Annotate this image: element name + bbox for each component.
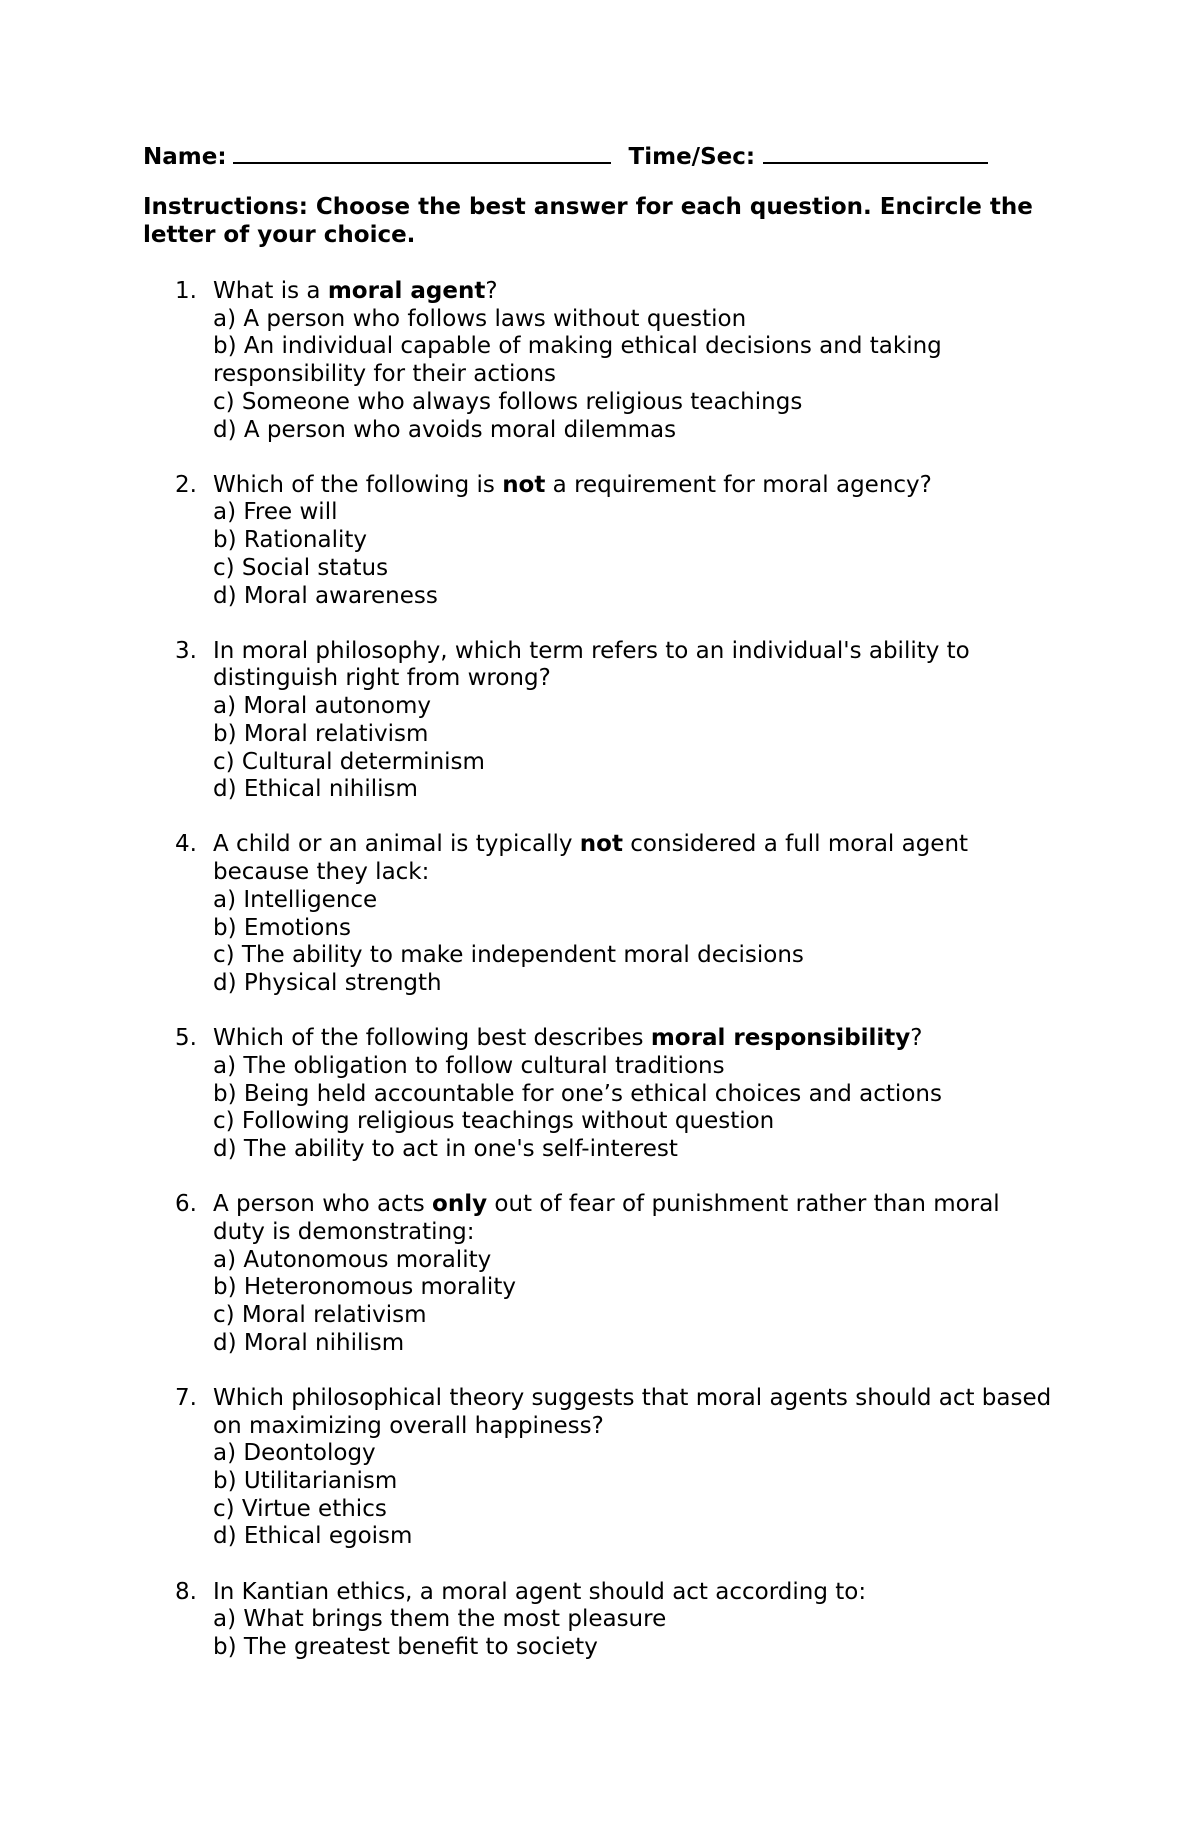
answer-option: a) A person who follows laws without question <box>213 305 747 332</box>
question-number: 3. <box>175 637 197 664</box>
question-emphasis: not <box>502 471 546 498</box>
answer-option: d) Moral nihilism <box>213 1329 405 1356</box>
question-text <box>213 831 968 885</box>
answer-option: b) An individual capable of making ethical decisions and taking responsibility for their actions <box>213 333 942 388</box>
question-text <box>213 1191 1000 1245</box>
question-list <box>175 278 1055 1689</box>
answer-option: b) Rationality <box>213 527 368 554</box>
answer-option: d) Ethical egoism <box>213 1523 413 1550</box>
answer-option: b) Being held accountable for one’s ethical choices and actions <box>213 1080 942 1107</box>
answer-option: a) What brings them the most pleasure <box>213 1606 667 1633</box>
question-text-part: A child or an animal is typically <box>213 831 580 858</box>
question-text <box>213 1579 866 1605</box>
answer-option: b) Moral relativism <box>213 720 429 747</box>
question-emphasis: moral responsibility <box>650 1025 911 1052</box>
answer-option: c) Moral relativism <box>213 1302 427 1328</box>
question-item <box>175 638 1055 804</box>
answer-option: b) The greatest benefit to society <box>213 1634 598 1661</box>
question-number: 7. <box>175 1384 197 1411</box>
question-text-part: What is a <box>213 278 328 304</box>
answer-option: c) The ability to make independent moral decisions <box>213 942 804 969</box>
answer-option: c) Someone who always follows religious teachings <box>213 388 803 415</box>
question-emphasis: not <box>579 831 623 858</box>
answer-option: a) Moral autonomy <box>213 693 431 720</box>
answer-option: d) A person who avoids moral dilemmas <box>213 416 677 443</box>
question-text <box>213 1385 1051 1439</box>
answer-option: b) Emotions <box>213 914 351 941</box>
header-line <box>143 140 988 173</box>
question-number: 6. <box>175 1191 197 1218</box>
question-number: 4. <box>175 831 197 858</box>
question-number: 8. <box>175 1578 197 1605</box>
question-number: 5. <box>175 1025 197 1052</box>
answer-option: c) Virtue ethics <box>213 1495 387 1522</box>
answer-option: a) Free will <box>213 499 338 526</box>
question-text-part: In Kantian ethics, a moral agent should act according to: <box>213 1578 867 1605</box>
name-label: Name: <box>143 144 227 170</box>
question-number: 1. <box>175 278 197 304</box>
question-text-part: a requirement for moral agency? <box>545 471 932 498</box>
question-item <box>175 1579 1055 1662</box>
question-text-part: In moral philosophy, which term refers to an individual's ability to distinguish right from wrong? <box>213 637 970 692</box>
question-text-part: Which philosophical theory suggests that moral agents should act based on maximizing overall happiness? <box>213 1384 1052 1439</box>
answer-option: d) Physical strength <box>213 969 442 996</box>
answer-option: d) Ethical nihilism <box>213 776 418 803</box>
question-item <box>175 1191 1055 1357</box>
question-text <box>213 278 498 304</box>
answer-option: d) Moral awareness <box>213 582 438 609</box>
name-blank-line <box>233 140 611 164</box>
question-number: 2. <box>175 471 197 498</box>
question-text-part: Which of the following best describes <box>213 1025 651 1052</box>
instructions: Instructions: Choose the best answer for each question. Encircle the letter of your choice. <box>143 194 1033 248</box>
answer-option: c) Cultural determinism <box>213 748 485 775</box>
answer-option: c) Social status <box>213 554 389 581</box>
question-text-part: Which of the following is <box>213 471 503 498</box>
answer-option: b) Heteronomous morality <box>213 1274 516 1301</box>
answer-option: a) Autonomous morality <box>213 1246 492 1273</box>
question-text <box>213 638 970 692</box>
question-item <box>175 831 1055 997</box>
time-label: Time/Sec: <box>628 144 756 170</box>
answer-option: b) Utilitarianism <box>213 1468 398 1495</box>
question-text-part: ? <box>910 1025 923 1052</box>
question-text-part: ? <box>485 278 498 304</box>
question-text-part: out of fear of punishment rather than moral duty is demonstrating: <box>213 1191 1000 1245</box>
question-text <box>213 472 932 498</box>
answer-option: a) Deontology <box>213 1440 376 1467</box>
question-emphasis: only <box>432 1191 488 1218</box>
time-blank-line <box>763 140 988 164</box>
question-item <box>175 472 1055 611</box>
question-emphasis: moral agent <box>327 278 486 304</box>
question-text-part: A person who acts <box>213 1191 433 1218</box>
answer-option: c) Following religious teachings without question <box>213 1108 775 1135</box>
question-text <box>213 1025 923 1051</box>
answer-option: a) The obligation to follow cultural traditions <box>213 1052 725 1079</box>
question-item <box>175 278 1055 444</box>
question-item <box>175 1025 1055 1164</box>
question-text-part: considered a full moral agent because they lack: <box>213 831 969 886</box>
answer-option: d) The ability to act in one's self-interest <box>213 1135 678 1162</box>
question-item <box>175 1385 1055 1551</box>
answer-option: a) Intelligence <box>213 886 378 913</box>
